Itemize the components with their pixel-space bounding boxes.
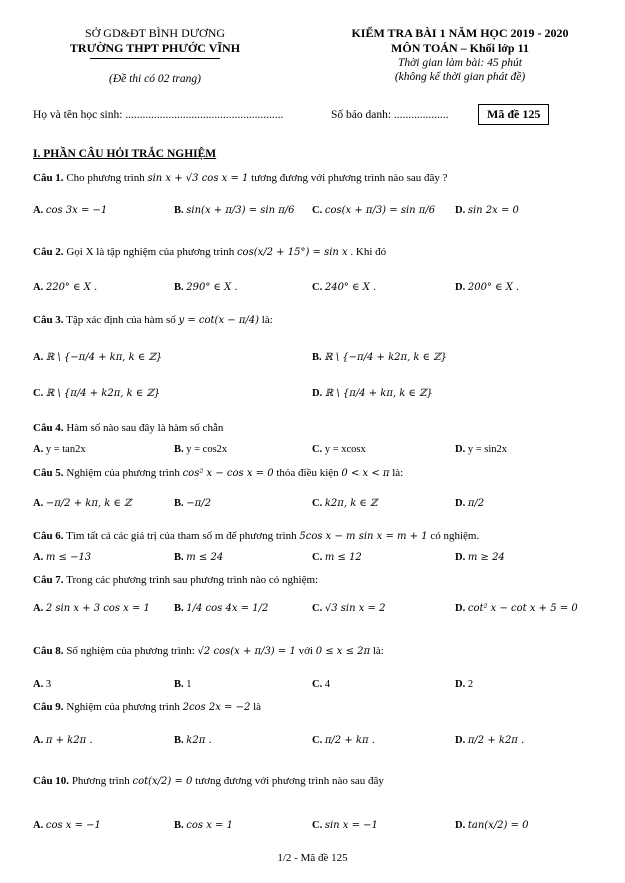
q2-option-c[interactable]: C. 240° ∈ X . — [312, 282, 377, 293]
q5-option-a[interactable]: A. −π/2 + kπ, k ∈ ℤ — [33, 498, 132, 509]
duration-note: (không kể thời gian phát đề) — [394, 71, 526, 83]
q10-option-d[interactable]: D. tan(x/2) = 0 — [455, 820, 529, 831]
question-9: Câu 9. Nghiệm của phương trình 2cos 2x = −2 là — [33, 701, 262, 713]
q10-option-a[interactable]: A. cos x = −1 — [33, 820, 101, 831]
exam-title: KIỂM TRA BÀI 1 NĂM HỌC 2019 - 2020 — [351, 26, 569, 40]
student-name-field: Họ và tên học sinh: ....................................................... — [33, 109, 284, 121]
school-name: TRƯỜNG THPT PHƯỚC VĨNH — [69, 41, 241, 55]
q10-option-b[interactable]: B. cos x = 1 — [174, 820, 233, 831]
question-5: Câu 5. Nghiệm của phương trình cos² x − cos x = 0 thỏa điều kiện 0 < x < π là: — [33, 467, 404, 479]
question-text: Cho phương trình — [66, 172, 145, 184]
header-divider — [90, 58, 220, 59]
page-footer: 1/2 - Mã đề 125 — [277, 852, 348, 864]
q8-option-d[interactable]: D. 2 — [455, 679, 474, 690]
q9-option-d[interactable]: D. π/2 + k2π . — [455, 735, 525, 746]
q5-option-b[interactable]: B. −π/2 — [174, 498, 211, 509]
q7-option-b[interactable]: B. 1/4 cos 4x = 1/2 — [174, 603, 269, 614]
q6-option-b[interactable]: B. m ≤ 24 — [174, 552, 224, 563]
q1-option-a[interactable]: A. cos 3x = −1 — [33, 205, 108, 216]
q8-option-b[interactable]: B. 1 — [174, 679, 192, 690]
question-1 — [33, 172, 448, 184]
question-3: Câu 3. Tập xác định của hàm số y = cot(x − π/4) là: — [33, 314, 273, 326]
student-id-field: Số báo danh: ................... — [331, 109, 449, 121]
exam-code-box: Mã đề 125 — [478, 104, 549, 125]
q6-option-a[interactable]: A. m ≤ −13 — [33, 552, 92, 563]
q3-option-a[interactable]: A. ℝ \ {−π/4 + kπ, k ∈ ℤ} — [33, 352, 163, 363]
q8-option-c[interactable]: C. 4 — [312, 679, 331, 690]
subject-title: MÔN TOÁN – Khối lớp 11 — [391, 41, 529, 55]
q5-option-d[interactable]: D. π/2 — [455, 498, 485, 509]
question-8: Câu 8. Số nghiệm của phương trình: √2 cos(x + π/3) = 1 với 0 ≤ x ≤ 2π là: — [33, 645, 384, 657]
q7-option-d[interactable]: D. cot² x − cot x + 5 = 0 — [455, 603, 578, 614]
department-name: SỞ GD&ĐT BÌNH DƯƠNG — [84, 26, 226, 40]
q9-option-b[interactable]: B. k2π . — [174, 735, 212, 746]
question-4: Câu 4. Hàm số nào sau đây là hàm số chẵn — [33, 422, 224, 434]
q6-option-c[interactable]: C. m ≤ 12 — [312, 552, 362, 563]
q1-option-d[interactable]: D. sin 2x = 0 — [455, 205, 519, 216]
q3-option-c[interactable]: C. ℝ \ {π/4 + k2π, k ∈ ℤ} — [33, 388, 161, 399]
duration: Thời gian làm bài: 45 phút — [397, 57, 523, 69]
q7-option-c[interactable]: C. √3 sin x = 2 — [312, 603, 386, 614]
q1-option-c[interactable]: C. cos(x + π/3) = sin π/6 — [312, 205, 436, 216]
section-title: I. PHẦN CÂU HỎI TRẮC NGHIỆM — [33, 148, 217, 160]
q9-option-c[interactable]: C. π/2 + kπ . — [312, 735, 375, 746]
question-2: Câu 2. Gọi X là tập nghiệm của phương trình cos(x/2 + 15°) = sin x . Khi đó — [33, 246, 387, 258]
q4-option-c[interactable]: C. y = xcosx — [312, 444, 366, 455]
question-6: Câu 6. Tìm tất cả các giá trị của tham số m để phương trình 5cos x − m sin x = m + 1 có nghiệm. — [33, 530, 480, 542]
q9-option-a[interactable]: A. π + k2π . — [33, 735, 93, 746]
q2-option-a[interactable]: A. 220° ∈ X . — [33, 282, 98, 293]
q1-option-b[interactable]: B. sin(x + π/3) = sin π/6 — [174, 205, 295, 216]
q7-option-a[interactable]: A. 2 sin x + 3 cos x = 1 — [33, 603, 150, 614]
q8-option-a[interactable]: A. 3 — [33, 679, 52, 690]
question-10: Câu 10. Phương trình cot(x/2) = 0 tương đương với phương trình nào sau đây — [33, 775, 384, 787]
q3-option-b[interactable]: B. ℝ \ {−π/4 + k2π, k ∈ ℤ} — [312, 352, 447, 363]
q10-option-c[interactable]: C. sin x = −1 — [312, 820, 378, 831]
question-7: Câu 7. Trong các phương trình sau phương trình nào có nghiệm: — [33, 574, 319, 586]
pages-note: (Đề thi có 02 trang) — [109, 73, 201, 85]
question-label: Câu 1. — [33, 172, 64, 184]
q3-option-d[interactable]: D. ℝ \ {π/4 + kπ, k ∈ ℤ} — [312, 388, 433, 399]
q4-option-a[interactable]: A. y = tan2x — [33, 444, 86, 455]
q2-option-d[interactable]: D. 200° ∈ X . — [455, 282, 520, 293]
q2-option-b[interactable]: B. 290° ∈ X . — [174, 282, 238, 293]
q5-option-c[interactable]: C. k2π, k ∈ ℤ — [312, 498, 378, 509]
question-math: sin x + √3 cos x = 1 — [147, 173, 249, 184]
q6-option-d[interactable]: D. m ≥ 24 — [455, 552, 505, 563]
q4-option-b[interactable]: B. y = cos2x — [174, 444, 228, 455]
question-text: tương đương với phương trình nào sau đây ? — [251, 172, 448, 184]
q4-option-d[interactable]: D. y = sin2x — [455, 444, 508, 455]
